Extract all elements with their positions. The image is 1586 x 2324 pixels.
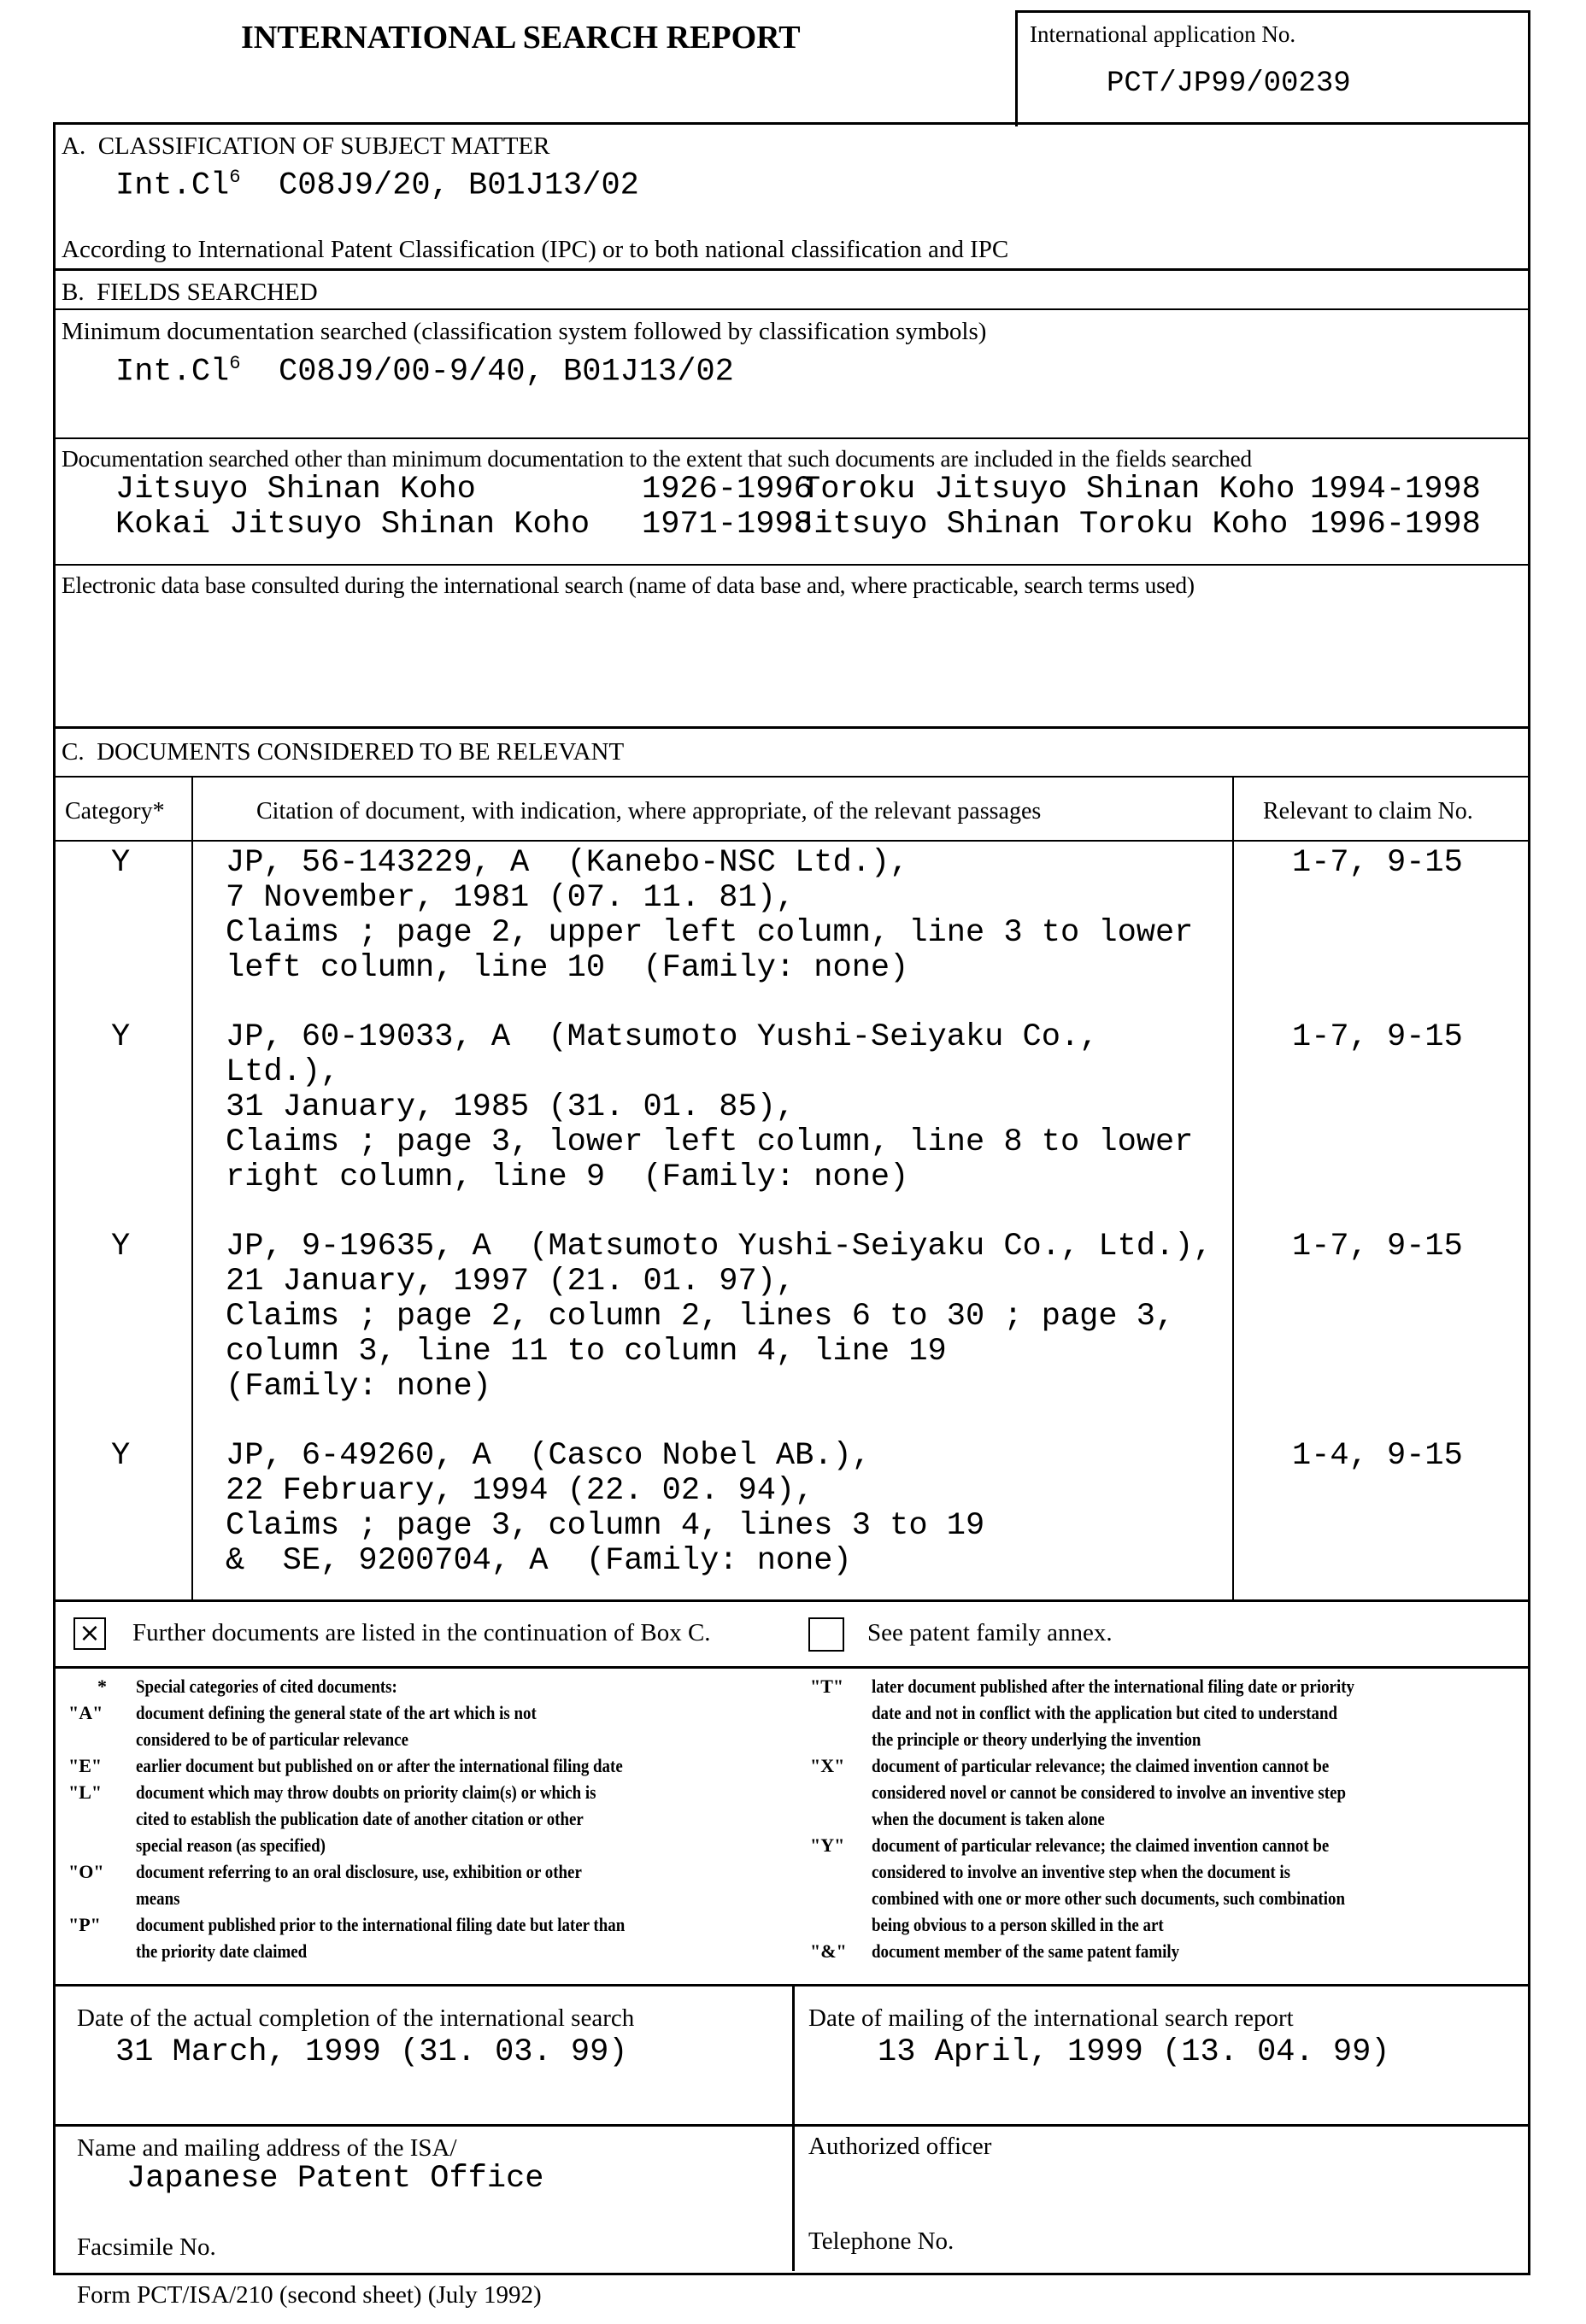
footnote-text: document member of the same patent family <box>872 1938 1496 1964</box>
divider <box>53 268 1528 271</box>
table-column-divider <box>1232 776 1234 1601</box>
footnotes-right <box>803 1673 1521 1964</box>
min-doc-classification <box>115 346 734 390</box>
footnote <box>68 1699 786 1752</box>
row-relevant-claims: 1-7, 9-15 <box>1292 846 1463 881</box>
section-b-heading: B. FIELDS SEARCHED <box>62 277 318 308</box>
isa-name-label: Name and mailing address of the ISA/ <box>77 2133 457 2163</box>
column-header-category: Category* <box>65 796 165 827</box>
footnote <box>803 1938 1521 1964</box>
footnote-text: Special categories of cited documents: <box>136 1673 761 1699</box>
electronic-db-label: Electronic data base consulted during the international search (name of data base and, where practicable, search terms used) <box>62 570 1195 601</box>
column-header-citation: Citation of document, with indication, where appropriate, of the relevant passages <box>256 796 1041 827</box>
application-number-label: International application No. <box>1030 19 1295 50</box>
footnote <box>68 1779 786 1858</box>
isa-name: Japanese Patent Office <box>126 2162 543 2197</box>
divider <box>53 308 1528 310</box>
footnotes-left <box>68 1673 786 1964</box>
footnote-text: document of particular relevance; the claimed invention cannot be considered to involve an inventive step when the document is combined with one or more other such documents, such combination being obvious to a person skilled in the art <box>872 1832 1496 1938</box>
other-doc-name: Kokai Jitsuyo Shinan Koho <box>115 508 590 543</box>
row-citation: JP, 6-49260, A (Casco Nobel AB.), 22 February, 1994 (22. 02. 94), Claims ; page 3, column 4, lines 3 to 19 & SE, 9200704, A (Family: none) <box>226 1439 984 1579</box>
footnote-text: document defining the general state of the art which is not considered to be of particular relevance <box>136 1699 761 1752</box>
row-category: Y <box>111 1229 130 1265</box>
row-relevant-claims: 1-4, 9-15 <box>1292 1439 1463 1474</box>
other-doc-name: Toroku Jitsuyo Shinan Koho <box>802 472 1295 508</box>
further-documents-checkbox[interactable]: × <box>73 1617 106 1650</box>
footnote <box>68 1911 786 1964</box>
footnote-code: "A" <box>68 1699 136 1726</box>
classification-codes: C08J9/00-9/40, B01J13/02 <box>279 354 734 390</box>
report-title: INTERNATIONAL SEARCH REPORT <box>241 19 801 56</box>
footnote <box>803 1752 1521 1832</box>
column-header-relevant: Relevant to claim No. <box>1263 796 1473 827</box>
row-relevant-claims: 1-7, 9-15 <box>1292 1229 1463 1265</box>
patent-family-annex-checkbox[interactable] <box>808 1617 844 1652</box>
row-category: Y <box>111 1020 130 1055</box>
footnote <box>68 1858 786 1911</box>
other-doc-years: 1996-1998 <box>1310 508 1481 543</box>
table-column-divider <box>191 776 193 1601</box>
mailing-date-label: Date of mailing of the international search report <box>808 2003 1294 2034</box>
int-cl-label: Int.Cl <box>115 354 229 390</box>
footnote-code: "O" <box>68 1858 136 1885</box>
footnote-code: "P" <box>68 1911 136 1938</box>
other-doc-years: 1994-1998 <box>1310 472 1481 508</box>
int-cl-edition: 6 <box>229 167 240 188</box>
int-cl-label: Int.Cl <box>115 167 229 203</box>
completion-date-label: Date of the actual completion of the international search <box>77 2003 634 2034</box>
divider <box>53 564 1528 566</box>
divider <box>53 1599 1528 1602</box>
other-doc-years: 1926-1996 <box>642 472 813 508</box>
row-relevant-claims: 1-7, 9-15 <box>1292 1020 1463 1055</box>
further-documents-label: Further documents are listed in the continuation of Box C. <box>132 1617 711 1648</box>
footnote-code: "E" <box>68 1752 136 1779</box>
footnote-code: "&" <box>803 1938 872 1964</box>
search-report-page <box>0 0 1586 2324</box>
section-c-heading: C. DOCUMENTS CONSIDERED TO BE RELEVANT <box>62 737 624 767</box>
form-identifier: Form PCT/ISA/210 (second sheet) (July 1992) <box>77 2280 542 2310</box>
other-doc-name: Jitsuyo Shinan Koho <box>115 472 476 508</box>
other-doc-label: Documentation searched other than minimum documentation to the extent that such documents are included in the fields searched <box>62 443 1252 474</box>
row-category: Y <box>111 846 130 881</box>
footnote-code: * <box>68 1673 136 1699</box>
facsimile-label: Facsimile No. <box>77 2232 216 2262</box>
footnote-text: document of particular relevance; the claimed invention cannot be considered novel or cannot be considered to involve an inventive step when the document is taken alone <box>872 1752 1496 1832</box>
row-category: Y <box>111 1439 130 1474</box>
footnote-text: earlier document but published on or after the international filing date <box>136 1752 761 1779</box>
section-a-heading: A. CLASSIFICATION OF SUBJECT MATTER <box>62 131 550 161</box>
other-doc-years: 1971-1998 <box>642 508 813 543</box>
patent-family-annex-label: See patent family annex. <box>867 1617 1113 1648</box>
other-doc-name: Jitsuyo Shinan Toroku Koho <box>795 508 1288 543</box>
authorized-officer-label: Authorized officer <box>808 2131 991 2162</box>
divider <box>53 776 1528 778</box>
column-divider <box>792 1984 795 2271</box>
footnote-code: "Y" <box>803 1832 872 1858</box>
section-a-classification <box>115 160 639 203</box>
int-cl-edition: 6 <box>229 353 240 374</box>
footnote <box>68 1752 786 1779</box>
divider <box>53 1666 1528 1669</box>
footnote-code: "T" <box>803 1673 872 1699</box>
min-doc-label: Minimum documentation searched (classification system followed by classification symbols) <box>62 316 986 347</box>
row-citation: JP, 9-19635, A (Matsumoto Yushi-Seiyaku Co., Ltd.), 21 January, 1997 (21. 01. 97), Claims ; page 2, column 2, lines 6 to 30 ; page 3, column 3, line 11 to column 4, line 19 (Family: none) <box>226 1229 1213 1405</box>
classification-codes: C08J9/20, B01J13/02 <box>279 167 639 203</box>
mailing-date: 13 April, 1999 (13. 04. 99) <box>878 2035 1390 2070</box>
divider <box>53 437 1528 439</box>
application-number: PCT/JP99/00239 <box>1107 67 1351 102</box>
row-citation: JP, 60-19033, A (Matsumoto Yushi-Seiyaku Co., Ltd.), 31 January, 1985 (31. 01. 85), Claims ; page 3, lower left column, line 8 to lower right column, line 9 (Family: none) <box>226 1020 1193 1195</box>
footnote-code: "L" <box>68 1779 136 1805</box>
divider <box>53 2124 1528 2127</box>
footnote-text: document which may throw doubts on priority claim(s) or which is cited to establish the publication date of another citation or other special reason (as specified) <box>136 1779 761 1858</box>
divider <box>53 840 1528 842</box>
footnote <box>68 1673 786 1699</box>
footnote <box>803 1832 1521 1938</box>
row-citation: JP, 56-143229, A (Kanebo-NSC Ltd.), 7 November, 1981 (07. 11. 81), Claims ; page 2, upper left column, line 3 to lower left column, line 10 (Family: none) <box>226 846 1193 986</box>
completion-date: 31 March, 1999 (31. 03. 99) <box>115 2035 628 2070</box>
divider <box>53 1984 1528 1987</box>
ipc-note: According to International Patent Classification (IPC) or to both national classification and IPC <box>62 234 1008 265</box>
footnote-code: "X" <box>803 1752 872 1779</box>
footnote <box>803 1673 1521 1752</box>
telephone-label: Telephone No. <box>808 2226 954 2257</box>
footnote-text: document published prior to the international filing date but later than the priority date claimed <box>136 1911 761 1964</box>
footnote-text: document referring to an oral disclosure, use, exhibition or other means <box>136 1858 761 1911</box>
divider <box>53 726 1528 729</box>
footnote-text: later document published after the international filing date or priority date and not in conflict with the application but cited to understand the principle or theory underlying the invention <box>872 1673 1496 1752</box>
